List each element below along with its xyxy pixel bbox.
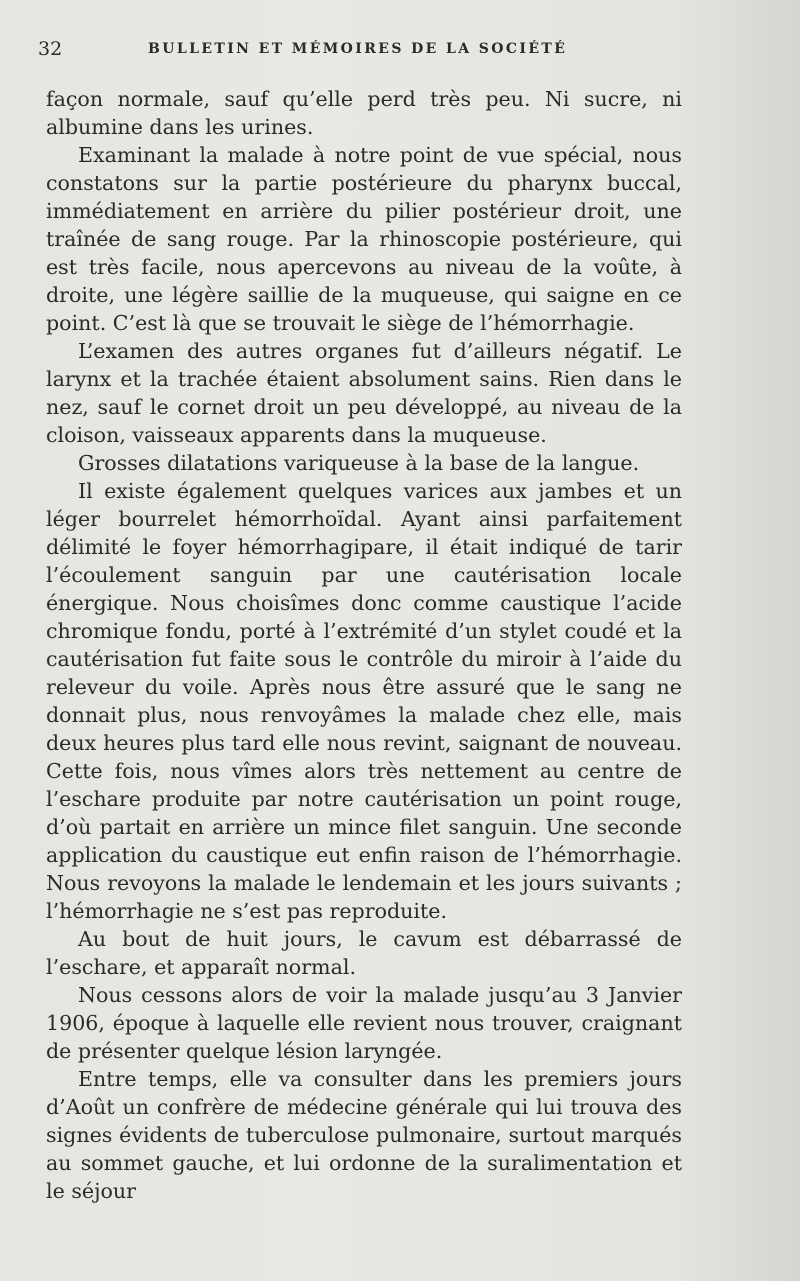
paragraph: Nous cessons alors de voir la malade jusqu’au 3 Janvier 1906, époque à laquelle elle revient nous trouver, craignant de présenter quelque lésion laryngée.	[46, 983, 682, 1063]
paragraph: Grosses dilatations variqueuse à la base de la langue.	[78, 451, 640, 475]
body-text	[46, 85, 682, 1205]
paragraph: Entre temps, elle va consulter dans les premiers jours d’Août un confrère de médecine générale qui lui trouva des signes évidents de tuberculose pulmonaire, surtout marqués au sommet gauche, et lui ordonne de la suralimentation et le séjour	[46, 1067, 682, 1203]
page-number: 32	[38, 38, 63, 60]
paragraph: L’examen des autres organes fut d’ailleurs négatif. Le larynx et la trachée étaient absolument sains. Rien dans le nez, sauf le cornet droit un peu développé, au niveau de la cloison, vaisseaux apparents dans la muqueuse.	[46, 339, 682, 447]
paragraph: Examinant la malade à notre point de vue spécial, nous constatons sur la partie postérieure du pharynx buccal, immédiatement en arrière du pilier postérieur droit, une traînée de sang rouge. Par la rhinoscopie postérieure, qui est très facile, nous apercevons au niveau de la voûte, à droite, une légère saillie de la muqueuse, qui saigne en ce point. C’est là que se trouvait le siège de l’hémorrhagie.	[46, 143, 682, 335]
paragraph: façon normale, sauf qu’elle perd très peu. Ni sucre, ni albumine dans les urines.	[46, 87, 682, 139]
running-title: BULLETIN ET MÉMOIRES DE LA SOCIÉTÉ	[148, 41, 568, 57]
paragraph: Il existe également quelques varices aux jambes et un léger bourrelet hémorrhoïdal. Ayant ainsi parfaitement délimité le foyer hémorrhagipare, il était indiqué de tarir l’écoulement sanguin par une cautérisation locale énergique. Nous choisîmes donc comme caustique l’acide chromique fondu, porté à l’extrémité d’un stylet coudé et la cautérisation fut faite sous le contrôle du miroir à l’aide du releveur du voile. Après nous être assuré que le sang ne donnait plus, nous renvoyâmes la malade chez elle, mais deux heures plus tard elle nous revint, saignant de nouveau. Cette fois, nous vîmes alors très nettement au centre de l’eschare produite par notre cautérisation un point rouge, d’où partait en arrière un mince filet sanguin. Une seconde application du caustique eut enfin raison de l’hémorrhagie. Nous revoyons la malade le lendemain et les jours suivants ; l’hémorrhagie ne s’est pas reproduite.	[46, 479, 682, 923]
page-header	[38, 38, 678, 68]
paragraph: Au bout de huit jours, le cavum est débarrassé de l’eschare, et apparaît normal.	[46, 927, 682, 979]
